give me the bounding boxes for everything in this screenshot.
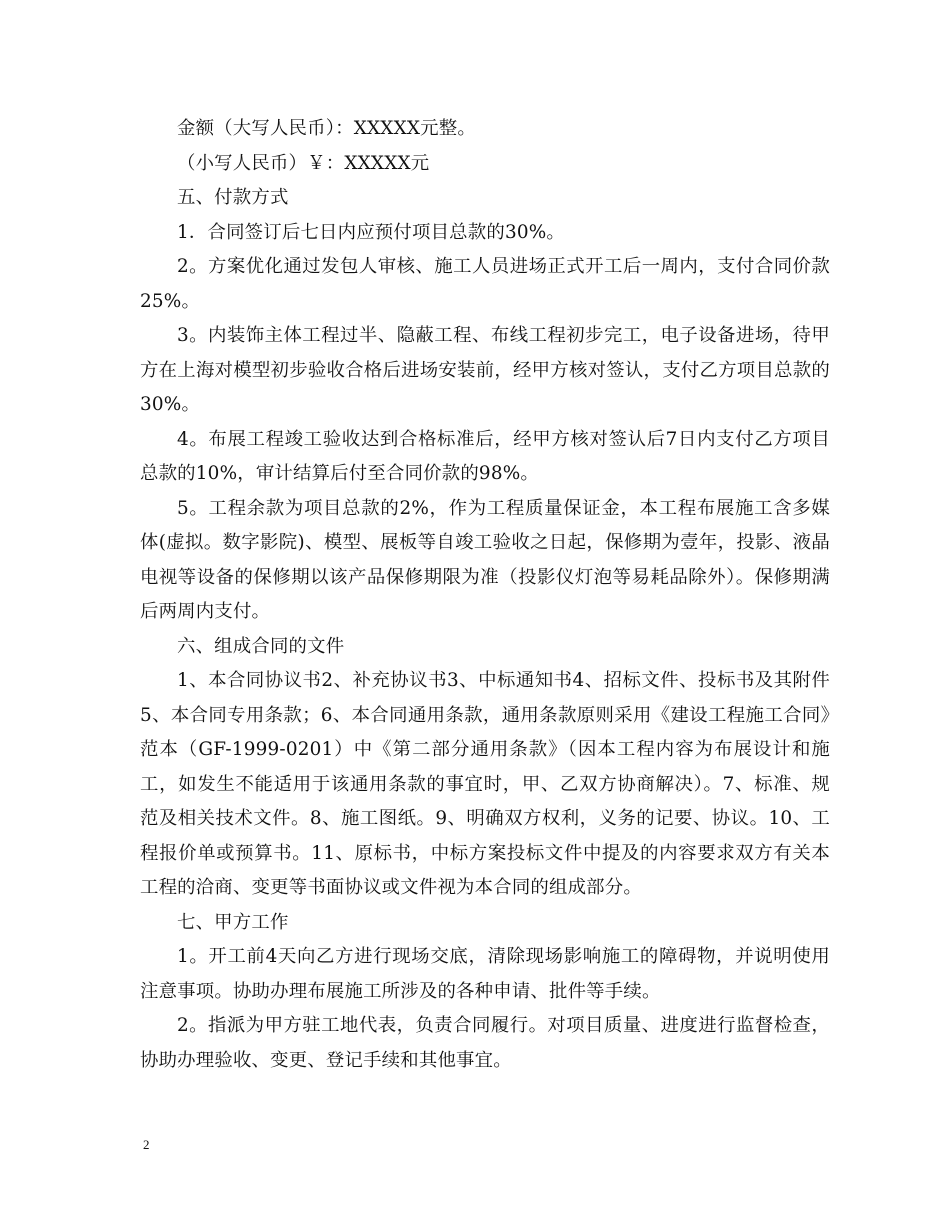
document-body	[140, 112, 830, 1078]
payment-clause-2: 2。方案优化通过发包人审核、施工人员进场正式开工后一周内，支付合同价款25%。	[140, 256, 830, 312]
payment-clause-5: 5。工程余款为项目总款的2%，作为工程质量保证金，本工程布展施工含多媒体(虚拟。数字影院)、模型、展板等自竣工验收之日起，保修期为壹年，投影、液晶电视等设备的保修期以该产品保修期限为准（投影仪灯泡等易耗品除外）。保修期满后两周内支付。	[140, 497, 830, 622]
payment-clause-1: 1．合同签订后七日内应预付项目总款的30%。	[177, 221, 566, 243]
party-a-clause-2: 2。指派为甲方驻工地代表，负责合同履行。对项目质量、进度进行监督检查，协助办理验收、变更、登记手续和其他事宜。	[140, 1015, 830, 1071]
party-a-clause-1: 1。开工前4天向乙方进行现场交底，清除现场影响施工的障碍物，并说明使用注意事项。协助办理布展施工所涉及的各种申请、批件等手续。	[140, 946, 830, 1002]
section-heading-contract-documents: 六、组成合同的文件	[177, 635, 345, 657]
payment-clause-4: 4。布展工程竣工验收达到合格标准后，经甲方核对签认后7日内支付乙方项目总款的10%，审计结算后付至合同价款的98%。	[140, 428, 830, 484]
contract-documents-clause: 1、本合同协议书2、补充协议书3、中标通知书4、招标文件、投标书及其附件5、本合同专用条款；6、本合同通用条款，通用条款原则采用《建设工程施工合同》范本（GF-1999-0201）中《第二部分通用条款》（因本工程内容为布展设计和施工，如发生不能适用于该通用条款的事宜时，甲、乙双方协商解决）。7、标准、规范及相关技术文件。8、施工图纸。9、明确双方权利，义务的记要、协议。10、工程报价单或预算书。11、原标书，中标方案投标文件中提及的内容要求双方有关本工程的洽商、变更等书面协议或文件视为本合同的组成部分。	[140, 670, 830, 898]
section-heading-party-a-duties: 七、甲方工作	[177, 911, 289, 933]
amount-lowercase-line: （小写人民币）￥：XXXXX元	[177, 152, 430, 174]
section-heading-payment: 五、付款方式	[177, 187, 289, 208]
page-number: 2	[143, 1137, 150, 1152]
amount-uppercase-line: 金额（大写人民币）：XXXXX元整。	[177, 118, 476, 139]
payment-clause-3: 3。内装饰主体工程过半、隐蔽工程、布线工程初步完工，电子设备进场，待甲方在上海对模型初步验收合格后进场安装前，经甲方核对签认，支付乙方项目总款的30%。	[140, 325, 830, 415]
